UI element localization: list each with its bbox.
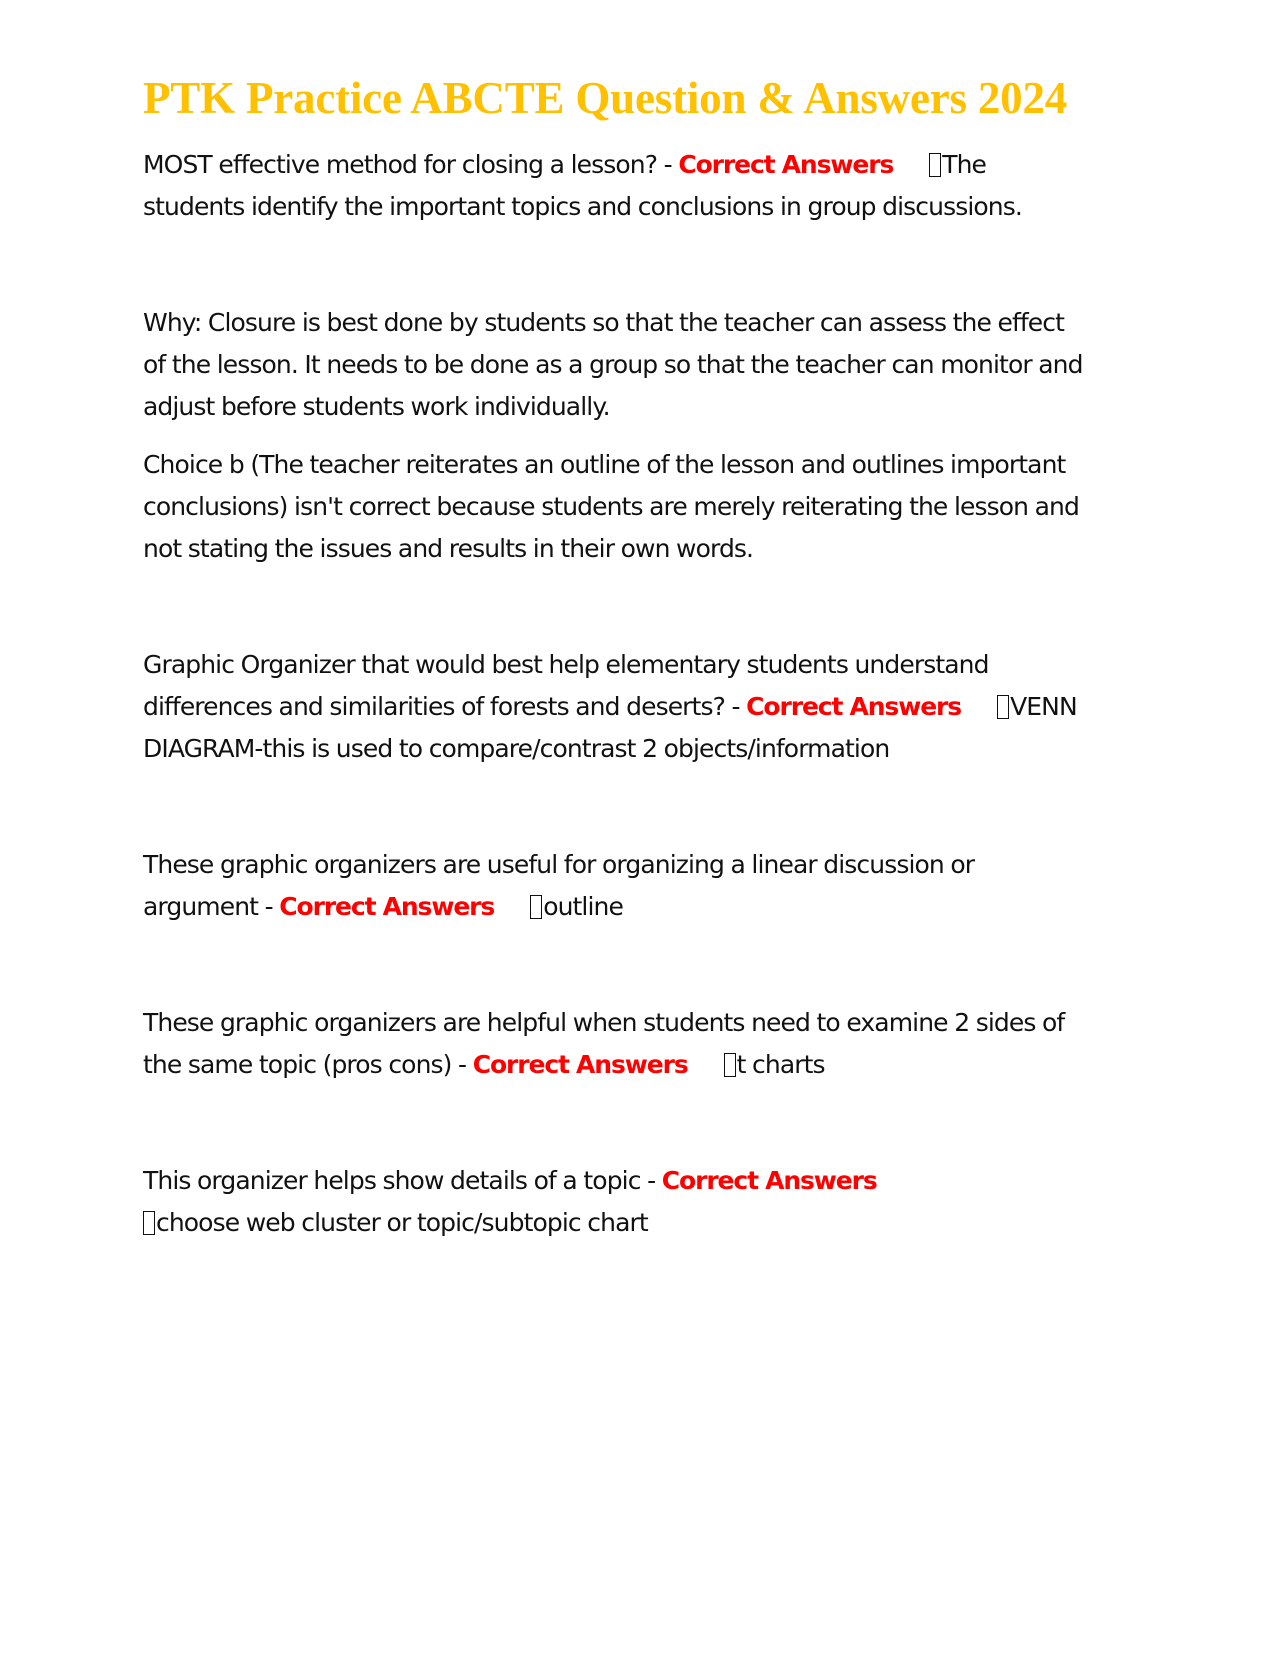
question-text: These graphic organizers are useful for organizing a linear discussion or argument - — [143, 850, 975, 921]
question-text: MOST effective method for closing a lesson? - — [143, 150, 679, 179]
answer-text: t charts — [736, 1050, 825, 1079]
explanation-paragraph: Why: Closure is best done by students so that the teacher can assess the effect of the lesson. It needs to be done as a group so that the teacher can monitor and adjust before students work individually. — [143, 308, 1083, 421]
correct-answers-label: Correct Answers — [472, 1050, 688, 1079]
missing-glyph-icon — [143, 1211, 155, 1235]
correct-answers-label: Correct Answers — [678, 150, 894, 179]
question-text: These graphic organizers are helpful when students need to examine 2 sides of the same topic (pros cons) - — [143, 1008, 1065, 1079]
missing-glyph-icon — [530, 895, 542, 919]
qa-item — [143, 1002, 1083, 1086]
qa-item — [143, 844, 1083, 928]
question-text: Graphic Organizer that would best help elementary students understand differences and similarities of forests and deserts? - — [143, 650, 989, 721]
missing-glyph-icon — [929, 153, 941, 177]
correct-answers-label: Correct Answers — [661, 1166, 877, 1195]
qa-item — [143, 1160, 1083, 1244]
explanation-paragraph: Choice b (The teacher reiterates an outline of the lesson and outlines important conclusions) isn't correct because students are merely reiterating the lesson and not stating the issues and results in their own words. — [143, 450, 1079, 563]
correct-answers-label: Correct Answers — [746, 692, 962, 721]
document-page — [143, 70, 1083, 1244]
correct-answers-label: Correct Answers — [279, 892, 495, 921]
answer-text: choose web cluster or topic/subtopic chart — [156, 1208, 648, 1237]
qa-item — [143, 144, 1083, 228]
missing-glyph-icon — [724, 1053, 736, 1077]
question-text: This organizer helps show details of a topic - — [143, 1166, 662, 1195]
missing-glyph-icon — [997, 695, 1009, 719]
answer-text: The students identify the important topics and conclusions in group discussions. — [143, 150, 1022, 221]
qa-item — [143, 644, 1083, 770]
answer-text: outline — [543, 892, 623, 921]
answer-text: VENN DIAGRAM-this is used to compare/contrast 2 objects/information — [143, 692, 1077, 763]
document-title: PTK Practice ABCTE Question & Answers 2024 — [143, 73, 1068, 123]
